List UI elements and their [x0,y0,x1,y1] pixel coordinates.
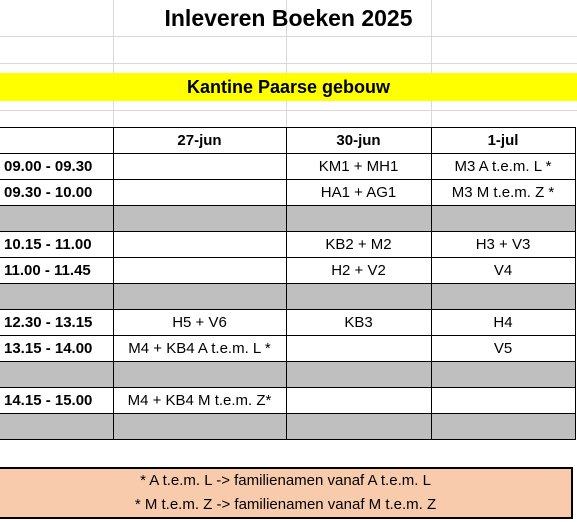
class-cell: H3 + V3 [431,232,575,258]
legend-line: * A t.e.m. L -> familienamen vanaf A t.e.m. L [140,472,431,489]
time-slot: 13.15 - 14.00 [0,336,113,362]
gridline [0,63,577,64]
schedule-table [0,127,576,440]
class-cell [431,388,575,414]
time-slot [0,414,113,440]
time-slot [0,362,113,388]
class-cell: V5 [431,336,575,362]
table-row [0,154,575,180]
time-slot: 14.15 - 15.00 [0,388,113,414]
header-corner [0,128,113,154]
class-cell: H2 + V2 [286,258,431,284]
class-cell [113,362,286,388]
table-row [0,180,575,206]
table-row [0,310,575,336]
gridline [0,110,577,111]
table-header-row [0,128,575,154]
table-row [0,336,575,362]
time-slot [0,284,113,310]
table-row [0,258,575,284]
date-header: 30-jun [286,128,431,154]
class-cell: H4 [431,310,575,336]
time-slot: 11.00 - 11.45 [0,258,113,284]
class-cell: M4 + KB4 A t.e.m. L * [113,336,286,362]
class-cell: M4 + KB4 M t.e.m. Z* [113,388,286,414]
time-slot: 10.15 - 11.00 [0,232,113,258]
table-row [0,388,575,414]
class-cell [431,284,575,310]
class-cell: M3 M t.e.m. Z * [431,180,575,206]
class-cell: V4 [431,258,575,284]
class-cell [431,362,575,388]
time-slot: 09.30 - 10.00 [0,180,113,206]
class-cell [113,232,286,258]
page-title: Inleveren Boeken 2025 [164,4,413,31]
class-cell [113,180,286,206]
class-cell [431,206,575,232]
legend-line: * M t.e.m. Z -> familienamen vanaf M t.e.m. Z [134,496,437,513]
date-header: 1-jul [431,128,575,154]
time-slot: 12.30 - 13.15 [0,310,113,336]
class-cell [286,388,431,414]
class-cell [286,414,431,440]
class-cell: KB2 + M2 [286,232,431,258]
time-slot [0,206,113,232]
break-row [0,206,575,232]
class-cell: M3 A t.e.m. L * [431,154,575,180]
class-cell [431,414,575,440]
class-cell: KM1 + MH1 [286,154,431,180]
time-slot: 09.00 - 09.30 [0,154,113,180]
class-cell [286,206,431,232]
class-cell [113,284,286,310]
table-row [0,232,575,258]
class-cell [113,206,286,232]
date-header: 27-jun [113,128,286,154]
gridline [0,36,577,37]
class-cell [286,336,431,362]
class-cell: H5 + V6 [113,310,286,336]
break-row [0,362,575,388]
class-cell [286,362,431,388]
legend-box [0,467,573,519]
class-cell: KB3 [286,310,431,336]
class-cell: HA1 + AG1 [286,180,431,206]
class-cell [113,414,286,440]
break-row [0,414,575,440]
class-cell [113,258,286,284]
class-cell [113,154,286,180]
venue-banner: Kantine Paarse gebouw [0,73,577,101]
break-row [0,284,575,310]
class-cell [286,284,431,310]
